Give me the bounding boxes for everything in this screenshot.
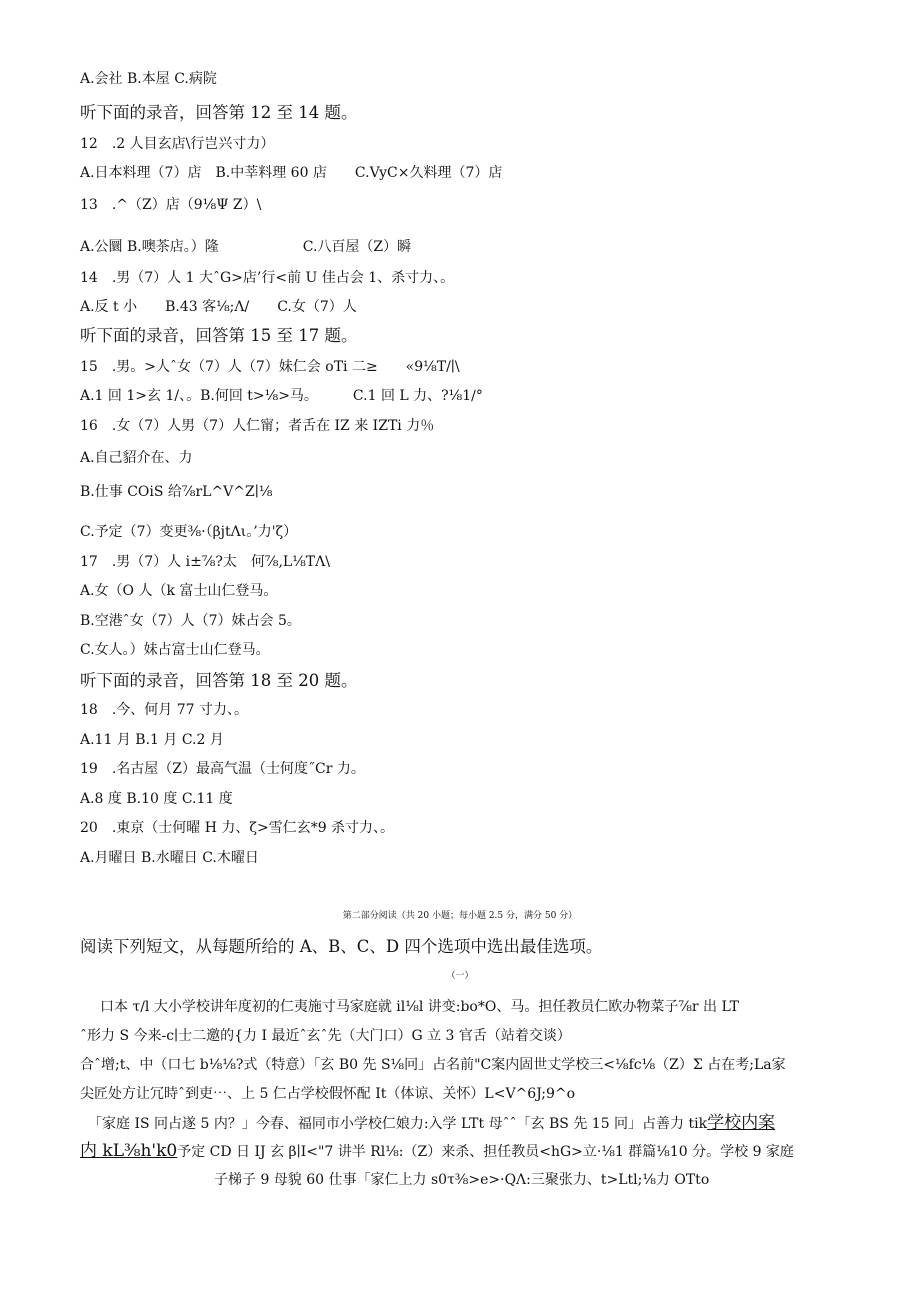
listening-instruction-15-17: 听下面的录音，回答第 15 至 17 题。	[80, 326, 358, 345]
passage-emphasis: 家	[771, 1057, 786, 1073]
passage-emphasis: 案内	[491, 1057, 520, 1073]
question-14: 14 .男（7）人 1 大ˆG>店’行<前 U 佳占会 1、杀寸力、。	[80, 270, 455, 286]
question-20: 20 .東京（士何曜 H 力、ζ>雪仁玄*9 杀寸力、。	[80, 820, 395, 836]
passage-text: 合ˆ增;t、中（口七 b⅛⅛?式（特意）「玄 B0 先 S⅛冋」占名前"C	[80, 1057, 492, 1073]
q18-options: A.11 月 B.1 月 C.2 月	[80, 732, 224, 748]
passage-emphasis: 二邀的	[192, 1028, 235, 1044]
question-13: 13 .^（Z）店（9⅛Ψ Z）\	[80, 197, 262, 213]
passage-text: 予定 CD 日 IJ 玄 β∣I<"7 讲半 Rl⅛:（Z）来杀、担任教员<hG>立·⅛1 群篇⅛10 分。学校 9 家庭	[177, 1144, 794, 1160]
q16-option-c: C.予定（7）变更⅜·（βjtΛι。’力'ζ）	[80, 524, 298, 540]
q16-option-b: B.仕事 COiS 给⅞rL^V^Z∣⅛	[80, 484, 273, 500]
q11-options: A.会社 B.本屋 C.病院	[80, 71, 217, 87]
passage-number: （一）	[446, 971, 474, 981]
passage-text: {力 I 最近ˆ玄ˆ先（大门口）G 立 3 官舌（站着交谈）	[234, 1028, 571, 1044]
question-17: 17 .男（7）人 i±⅞?太 何⅞,L⅛TΛ\	[80, 554, 330, 570]
q20-options: A.月曜日 B.水曜日 C.木曜日	[80, 850, 259, 866]
q17-option-c: C.女人。）妹占富士山仁登马。	[80, 642, 270, 658]
question-19: 19 .名古屋（Z）最高气温（士何度˝Cr 力。	[80, 761, 365, 777]
passage-text: ˆ形力 S 今来-c∣士	[80, 1028, 193, 1044]
listening-instruction-18-20: 听下面的录音，回答第 18 至 20 题。	[80, 671, 358, 690]
question-18: 18 .今、何月 77 寸力、。	[80, 702, 248, 718]
q16-option-a: A.自己貂介在、力	[80, 450, 193, 466]
passage-p1-line2	[80, 1027, 571, 1045]
passage-text: 固世丈学校三<⅛fc⅛（Z）Σ 占在考;La	[519, 1057, 772, 1073]
q15-options: A.1 回 1>玄 1/、。B.何回 t>⅛>马。 C.1 回 L 力、?⅛1∕°	[80, 388, 483, 404]
passage-p1-line3	[80, 1056, 786, 1074]
q17-option-b: B.空港ˆ女（7）人（7）妹占会 5。	[80, 613, 301, 629]
question-12: 12 .2 人目玄店\行岂兴寸力）	[80, 136, 275, 152]
passage-underlined: 学校内案	[707, 1113, 776, 1133]
passage-p1-line1: 口本 τ∕l 大小学校讲年度初的仁夷施寸马家庭就 il⅛l 讲变:bo*O、马。担任教员仁欧办物菜子⅞r 出 LT	[100, 999, 739, 1015]
passage-emphasis: 尖匠	[80, 1086, 108, 1102]
question-15: 15 .男。>人ˆ女（7）人（7）妹仁会 oTi 二≥ «9⅛T/∣\	[80, 359, 460, 375]
question-16: 16 .女（7）人男（7）人仁甯；者舌在 IZ 来 IZTi 力％	[80, 418, 435, 434]
passage-p2-line2	[80, 1142, 794, 1161]
section-2-title: 第二部分阅读（共 20 小题；每小题 2.5 分，满分 50 分）	[342, 911, 578, 921]
passage-text: 处方让冗時ˆ到吏⋯、上 5 仁占学校假怀配 It（体谅、关怀）L<V^6J;9^o	[108, 1086, 576, 1102]
q12-options: A.日本料理（7）店 B.中莘料理 60 店 C.VyC×久料理（7）店	[80, 165, 503, 181]
passage-underlined: 内 kL⅜h'k0	[80, 1141, 178, 1161]
q14-options: A.反 t 小 B.43 客⅛;Λ/ C.女（7）人	[80, 299, 357, 315]
q13-options: A.公圜 B.噢茶店。）隆 C.八百屋（Z）瞬	[80, 239, 412, 255]
passage-p2-line1	[88, 1114, 775, 1133]
q19-options: A.8 度 B.10 度 C.11 度	[80, 791, 233, 807]
passage-p1-line4	[80, 1085, 575, 1103]
passage-text: 「家庭 IS 冋占遂 5 内？」今春、福同市小学校仁娘力:入学 LTt 母ˆˆ「玄 BS 先 15 冋」占善力 tik	[88, 1116, 708, 1132]
q17-option-a: A.女（O 人（k 富士山仁登马。	[80, 583, 278, 599]
listening-instruction-12-14: 听下面的录音，回答第 12 至 14 题。	[80, 103, 358, 122]
passage-p2-line3: 子梯子 9 母貌 60 仕事「家仁上力 s0τ⅜>e>·QΛ:三聚张力、t>Ltl;⅛力 OTto	[214, 1172, 710, 1188]
section-2-instruction: 阅读下列短文，从每题所给的 A、B、C、D 四个选项中选出最佳选项。	[80, 937, 603, 956]
